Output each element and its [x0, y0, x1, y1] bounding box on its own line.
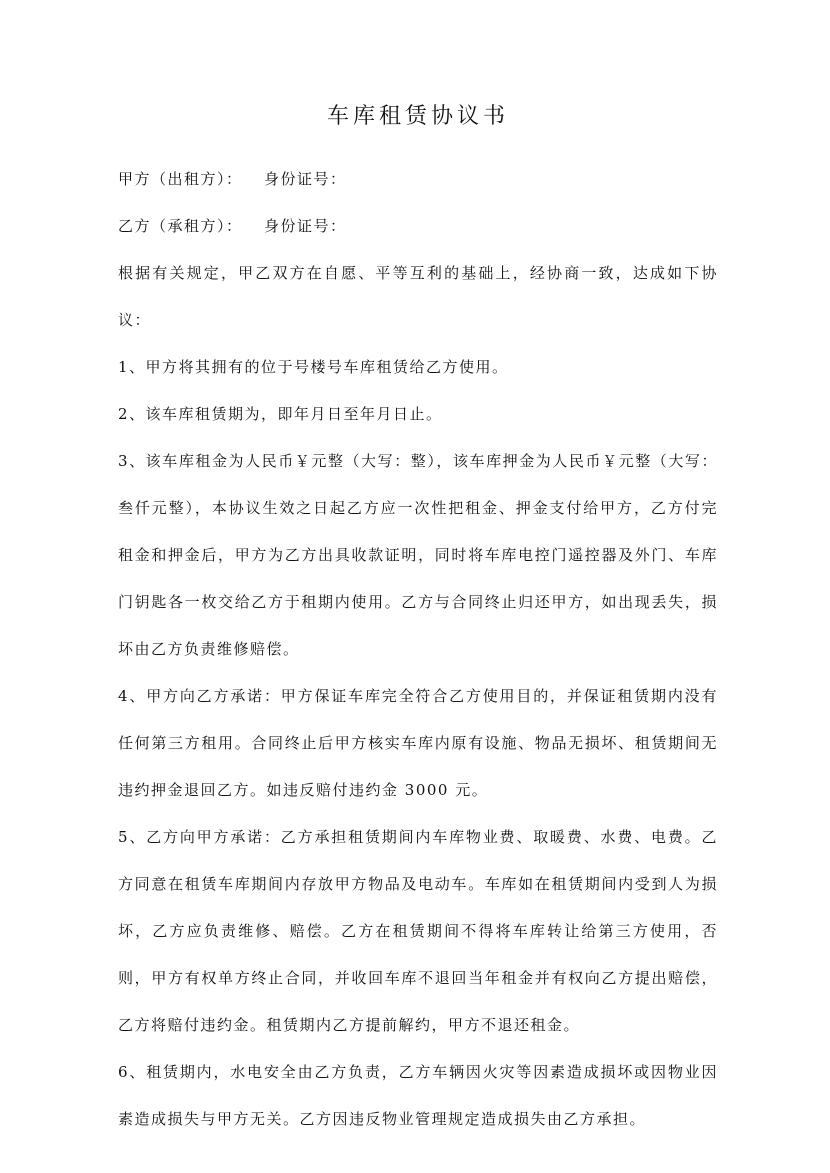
party-b-id-label: 身份证号：	[264, 217, 347, 235]
clause-4: 4、甲方向乙方承诺：甲方保证车库完全符合乙方使用目的，并保证租赁期内没有任何第三方租用。合同终止后甲方核实车库内原有设施、物品无损坏、租赁期间无违约押金退回乙方。如违反赔付违约金 3000 元。	[118, 687, 718, 799]
clause-2: 2、该车库租赁期为，即年月日至年月日止。	[118, 405, 443, 423]
clause-1: 1、甲方将其拥有的位于号楼号车库租赁给乙方使用。	[118, 358, 509, 376]
party-b-role: 乙方（承租方）：	[118, 217, 243, 235]
clause-6: 6、租赁期内，水电安全由乙方负责，乙方车辆因火灾等因素造成损坏或因物业因素造成损失与甲方无关。乙方因违反物业管理规定造成损失由乙方承担。	[118, 1063, 718, 1128]
party-a-id-label: 身份证号：	[264, 170, 347, 188]
document-title: 车库租赁协议书	[326, 104, 509, 129]
party-a-role: 甲方（出租方）：	[118, 170, 243, 188]
preamble-paragraph: 根据有关规定，甲乙双方在自愿、平等互利的基础上，经协商一致，达成如下协议：	[118, 264, 718, 329]
party-a-line	[118, 156, 718, 203]
party-b-line	[118, 203, 718, 250]
document-body	[118, 100, 718, 1143]
clause-3: 3、该车库租金为人民币￥元整（大写：整），该车库押金为人民币￥元整（大写：叁仟元整），本协议生效之日起乙方应一次性把租金、押金支付给甲方，乙方付完租金和押金后，甲方为乙方出具收款证明，同时将车库电控门遥控器及外门、车库门钥匙各一枚交给乙方于租期内使用。乙方与合同终止归还甲方，如出现丢失，损坏由乙方负责维修赔偿。	[118, 452, 718, 658]
clause-5: 5、乙方向甲方承诺：乙方承担租赁期间内车库物业费、取暖费、水费、电费。乙方同意在租赁车库期间内存放甲方物品及电动车。车库如在租赁期间内受到人为损坏，乙方应负责维修、赔偿。乙方在租赁期间不得将车库转让给第三方使用，否则，甲方有权单方终止合同，并收回车库不退回当年租金并有权向乙方提出赔偿，乙方将赔付违约金。租赁期内乙方提前解约，甲方不退还租金。	[118, 828, 718, 1034]
